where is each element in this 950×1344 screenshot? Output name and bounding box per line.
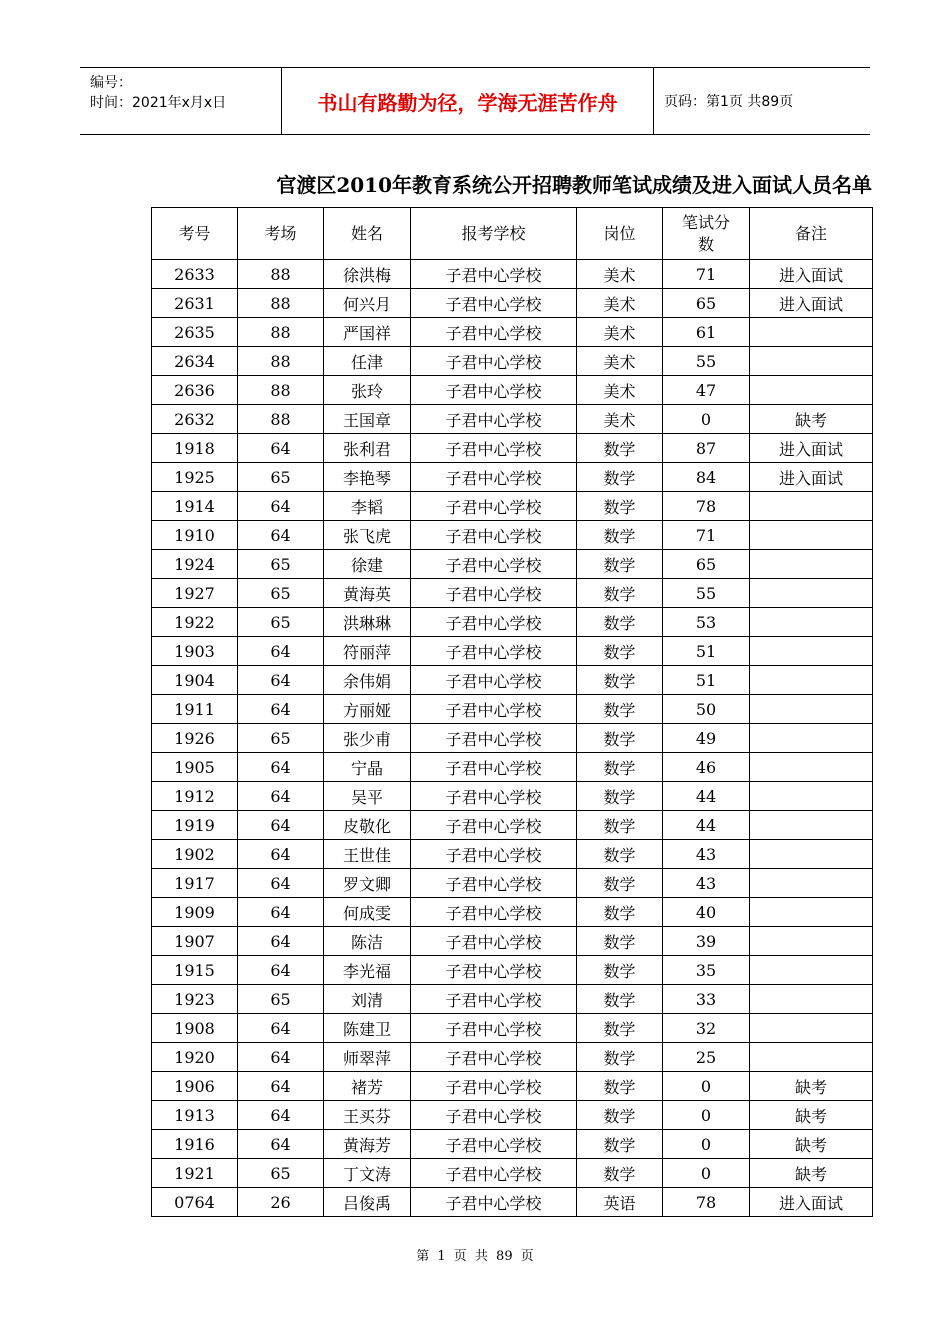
position-cell: 美术: [577, 318, 663, 347]
exam-room-cell: 88: [238, 405, 324, 434]
score-cell: 0: [663, 1101, 750, 1130]
table-header-row: [152, 208, 873, 260]
exam-number-cell: 1906: [152, 1072, 238, 1101]
exam-room-cell: 64: [238, 1014, 324, 1043]
exam-room-cell: 64: [238, 811, 324, 840]
exam-room-cell: 65: [238, 1159, 324, 1188]
school-cell: 子君中心学校: [411, 840, 577, 869]
document-date: 时间：2021年x月x日: [90, 95, 227, 111]
school-cell: 子君中心学校: [411, 1130, 577, 1159]
school-cell: 子君中心学校: [411, 608, 577, 637]
column-header-school: 报考学校: [411, 208, 577, 260]
exam-number-cell: 1918: [152, 434, 238, 463]
table-row: [152, 260, 873, 289]
remark-cell: [750, 376, 873, 405]
position-cell: 数学: [577, 956, 663, 985]
position-cell: 数学: [577, 666, 663, 695]
table-row: [152, 782, 873, 811]
position-cell: 数学: [577, 492, 663, 521]
score-cell: 43: [663, 840, 750, 869]
remark-cell: 缺考: [750, 1159, 873, 1188]
school-cell: 子君中心学校: [411, 1014, 577, 1043]
remark-cell: 进入面试: [750, 289, 873, 318]
score-cell: 47: [663, 376, 750, 405]
table-row: [152, 811, 873, 840]
remark-cell: [750, 666, 873, 695]
position-cell: 美术: [577, 289, 663, 318]
school-cell: 子君中心学校: [411, 869, 577, 898]
position-cell: 数学: [577, 724, 663, 753]
name-cell: 丁文涛: [324, 1159, 411, 1188]
score-cell: 53: [663, 608, 750, 637]
remark-cell: [750, 985, 873, 1014]
exam-room-cell: 26: [238, 1188, 324, 1217]
position-cell: 数学: [577, 1043, 663, 1072]
table-row: [152, 463, 873, 492]
table-row: [152, 608, 873, 637]
remark-cell: [750, 840, 873, 869]
remark-cell: [750, 724, 873, 753]
score-cell: 55: [663, 347, 750, 376]
remark-cell: [750, 608, 873, 637]
name-cell: 李艳琴: [324, 463, 411, 492]
remark-cell: 缺考: [750, 1130, 873, 1159]
school-cell: 子君中心学校: [411, 434, 577, 463]
remark-cell: 缺考: [750, 1101, 873, 1130]
school-cell: 子君中心学校: [411, 695, 577, 724]
name-cell: 洪琳琳: [324, 608, 411, 637]
exam-number-cell: 1925: [152, 463, 238, 492]
exam-number-cell: 1919: [152, 811, 238, 840]
name-cell: 陈洁: [324, 927, 411, 956]
position-cell: 数学: [577, 753, 663, 782]
exam-number-cell: 1926: [152, 724, 238, 753]
table-row: [152, 898, 873, 927]
exam-room-cell: 64: [238, 1101, 324, 1130]
name-cell: 何兴月: [324, 289, 411, 318]
position-cell: 数学: [577, 579, 663, 608]
remark-cell: 进入面试: [750, 434, 873, 463]
exam-number-cell: 1909: [152, 898, 238, 927]
score-cell: 0: [663, 405, 750, 434]
exam-number-cell: 1914: [152, 492, 238, 521]
table-row: [152, 1159, 873, 1188]
table-row: [152, 985, 873, 1014]
name-cell: 何成雯: [324, 898, 411, 927]
position-cell: 数学: [577, 782, 663, 811]
exam-room-cell: 64: [238, 434, 324, 463]
name-cell: 褚芳: [324, 1072, 411, 1101]
position-cell: 数学: [577, 695, 663, 724]
document-title: 官渡区2010年教育系统公开招聘教师笔试成绩及进入面试人员名单: [276, 173, 872, 197]
score-cell: 87: [663, 434, 750, 463]
exam-number-cell: 2633: [152, 260, 238, 289]
remark-cell: [750, 695, 873, 724]
name-cell: 吕俊禹: [324, 1188, 411, 1217]
column-header-name: 姓名: [324, 208, 411, 260]
name-cell: 张少甫: [324, 724, 411, 753]
remark-cell: [750, 782, 873, 811]
remark-cell: [750, 811, 873, 840]
exam-number-cell: 1916: [152, 1130, 238, 1159]
position-cell: 数学: [577, 898, 663, 927]
score-cell: 50: [663, 695, 750, 724]
exam-room-cell: 64: [238, 956, 324, 985]
remark-cell: [750, 1043, 873, 1072]
remark-cell: [750, 521, 873, 550]
table-row: [152, 376, 873, 405]
exam-room-cell: 64: [238, 492, 324, 521]
score-cell: 39: [663, 927, 750, 956]
school-cell: 子君中心学校: [411, 347, 577, 376]
table-row: [152, 695, 873, 724]
position-cell: 数学: [577, 637, 663, 666]
position-cell: 数学: [577, 463, 663, 492]
school-cell: 子君中心学校: [411, 956, 577, 985]
exam-room-cell: 64: [238, 782, 324, 811]
name-cell: 徐建: [324, 550, 411, 579]
remark-cell: [750, 927, 873, 956]
name-cell: 刘清: [324, 985, 411, 1014]
name-cell: 王世佳: [324, 840, 411, 869]
exam-room-cell: 88: [238, 347, 324, 376]
exam-number-cell: 1902: [152, 840, 238, 869]
exam-room-cell: 64: [238, 898, 324, 927]
remark-cell: [750, 956, 873, 985]
table-row: [152, 521, 873, 550]
score-cell: 55: [663, 579, 750, 608]
remark-cell: [750, 753, 873, 782]
position-cell: 数学: [577, 927, 663, 956]
score-cell: 51: [663, 666, 750, 695]
table-row: [152, 1043, 873, 1072]
table-row: [152, 956, 873, 985]
exam-room-cell: 64: [238, 1130, 324, 1159]
table-row: [152, 405, 873, 434]
position-cell: 数学: [577, 1159, 663, 1188]
table-row: [152, 579, 873, 608]
score-cell: 32: [663, 1014, 750, 1043]
position-cell: 英语: [577, 1188, 663, 1217]
exam-number-cell: 1905: [152, 753, 238, 782]
score-cell: 61: [663, 318, 750, 347]
school-cell: 子君中心学校: [411, 376, 577, 405]
exam-number-cell: 2631: [152, 289, 238, 318]
school-cell: 子君中心学校: [411, 782, 577, 811]
scores-table: [151, 207, 873, 1217]
score-cell: 25: [663, 1043, 750, 1072]
position-cell: 数学: [577, 608, 663, 637]
position-cell: 美术: [577, 347, 663, 376]
score-cell: 71: [663, 260, 750, 289]
score-cell: 0: [663, 1130, 750, 1159]
position-cell: 数学: [577, 550, 663, 579]
page-header: [80, 67, 870, 135]
remark-cell: [750, 318, 873, 347]
school-cell: 子君中心学校: [411, 753, 577, 782]
score-cell: 51: [663, 637, 750, 666]
table-row: [152, 1014, 873, 1043]
exam-room-cell: 65: [238, 550, 324, 579]
exam-room-cell: 64: [238, 753, 324, 782]
remark-cell: 进入面试: [750, 463, 873, 492]
name-cell: 张玲: [324, 376, 411, 405]
remark-cell: [750, 347, 873, 376]
remark-cell: [750, 637, 873, 666]
name-cell: 师翠萍: [324, 1043, 411, 1072]
name-cell: 李韬: [324, 492, 411, 521]
school-cell: 子君中心学校: [411, 666, 577, 695]
score-cell: 78: [663, 1188, 750, 1217]
name-cell: 陈建卫: [324, 1014, 411, 1043]
school-cell: 子君中心学校: [411, 521, 577, 550]
exam-room-cell: 64: [238, 521, 324, 550]
remark-cell: [750, 898, 873, 927]
remark-cell: 进入面试: [750, 260, 873, 289]
table-row: [152, 1072, 873, 1101]
position-cell: 美术: [577, 260, 663, 289]
position-cell: 数学: [577, 1072, 663, 1101]
name-cell: 张利君: [324, 434, 411, 463]
exam-number-cell: 1920: [152, 1043, 238, 1072]
name-cell: 徐洪梅: [324, 260, 411, 289]
school-cell: 子君中心学校: [411, 405, 577, 434]
name-cell: 黄海芳: [324, 1130, 411, 1159]
score-cell: 65: [663, 550, 750, 579]
remark-cell: 缺考: [750, 405, 873, 434]
name-cell: 李光福: [324, 956, 411, 985]
exam-room-cell: 64: [238, 927, 324, 956]
table-row: [152, 869, 873, 898]
table-row: [152, 724, 873, 753]
header-meta: [80, 68, 282, 134]
school-cell: 子君中心学校: [411, 1188, 577, 1217]
school-cell: 子君中心学校: [411, 1072, 577, 1101]
school-cell: 子君中心学校: [411, 550, 577, 579]
name-cell: 黄海英: [324, 579, 411, 608]
column-header-score-label: 笔试分数: [681, 212, 730, 254]
table-row: [152, 434, 873, 463]
position-cell: 数学: [577, 1101, 663, 1130]
remark-cell: [750, 579, 873, 608]
position-cell: 数学: [577, 521, 663, 550]
exam-number-cell: 2632: [152, 405, 238, 434]
exam-number-cell: 1921: [152, 1159, 238, 1188]
position-cell: 数学: [577, 1130, 663, 1159]
name-cell: 皮敬化: [324, 811, 411, 840]
name-cell: 方丽娅: [324, 695, 411, 724]
exam-number-cell: 1915: [152, 956, 238, 985]
exam-room-cell: 65: [238, 608, 324, 637]
score-cell: 71: [663, 521, 750, 550]
exam-room-cell: 65: [238, 463, 324, 492]
table-row: [152, 492, 873, 521]
position-cell: 数学: [577, 434, 663, 463]
column-header-remark: 备注: [750, 208, 873, 260]
remark-cell: [750, 550, 873, 579]
position-cell: 数学: [577, 985, 663, 1014]
exam-room-cell: 64: [238, 869, 324, 898]
score-cell: 43: [663, 869, 750, 898]
exam-room-cell: 88: [238, 289, 324, 318]
exam-number-cell: 1924: [152, 550, 238, 579]
school-cell: 子君中心学校: [411, 260, 577, 289]
score-cell: 44: [663, 782, 750, 811]
column-header-position: 岗位: [577, 208, 663, 260]
exam-number-cell: 2635: [152, 318, 238, 347]
exam-room-cell: 64: [238, 1043, 324, 1072]
header-motto: 书山有路勤为径，学海无涯苦作舟: [282, 68, 654, 134]
school-cell: 子君中心学校: [411, 318, 577, 347]
table-row: [152, 753, 873, 782]
table-row: [152, 347, 873, 376]
table-row: [152, 289, 873, 318]
school-cell: 子君中心学校: [411, 463, 577, 492]
name-cell: 吴平: [324, 782, 411, 811]
school-cell: 子君中心学校: [411, 1101, 577, 1130]
column-header-score: [663, 208, 750, 260]
position-cell: 数学: [577, 1014, 663, 1043]
name-cell: 余伟娟: [324, 666, 411, 695]
school-cell: 子君中心学校: [411, 1043, 577, 1072]
table-row: [152, 840, 873, 869]
exam-number-cell: 1903: [152, 637, 238, 666]
exam-number-cell: 1911: [152, 695, 238, 724]
exam-room-cell: 64: [238, 840, 324, 869]
exam-number-cell: 1913: [152, 1101, 238, 1130]
header-page-number: 页码：第1页 共89页: [664, 94, 794, 110]
school-cell: 子君中心学校: [411, 579, 577, 608]
position-cell: 数学: [577, 840, 663, 869]
school-cell: 子君中心学校: [411, 289, 577, 318]
score-cell: 46: [663, 753, 750, 782]
exam-number-cell: 1923: [152, 985, 238, 1014]
position-cell: 美术: [577, 405, 663, 434]
remark-cell: 缺考: [750, 1072, 873, 1101]
position-cell: 美术: [577, 376, 663, 405]
table-row: [152, 318, 873, 347]
name-cell: 宁晶: [324, 753, 411, 782]
exam-room-cell: 65: [238, 985, 324, 1014]
remark-cell: [750, 1014, 873, 1043]
column-header-exam-room: 考场: [238, 208, 324, 260]
name-cell: 任津: [324, 347, 411, 376]
score-cell: 44: [663, 811, 750, 840]
document-number: 编号：: [90, 75, 132, 91]
exam-room-cell: 64: [238, 1072, 324, 1101]
exam-number-cell: 0764: [152, 1188, 238, 1217]
school-cell: 子君中心学校: [411, 637, 577, 666]
table-row: [152, 1130, 873, 1159]
exam-number-cell: 1917: [152, 869, 238, 898]
table-row: [152, 927, 873, 956]
exam-number-cell: 1927: [152, 579, 238, 608]
exam-room-cell: 64: [238, 637, 324, 666]
exam-number-cell: 1912: [152, 782, 238, 811]
exam-room-cell: 64: [238, 695, 324, 724]
table-row: [152, 637, 873, 666]
name-cell: 罗文卿: [324, 869, 411, 898]
school-cell: 子君中心学校: [411, 898, 577, 927]
remark-cell: 进入面试: [750, 1188, 873, 1217]
school-cell: 子君中心学校: [411, 985, 577, 1014]
name-cell: 王国章: [324, 405, 411, 434]
exam-room-cell: 64: [238, 666, 324, 695]
name-cell: 王买芬: [324, 1101, 411, 1130]
school-cell: 子君中心学校: [411, 811, 577, 840]
exam-number-cell: 1908: [152, 1014, 238, 1043]
score-cell: 84: [663, 463, 750, 492]
remark-cell: [750, 492, 873, 521]
position-cell: 数学: [577, 811, 663, 840]
exam-room-cell: 65: [238, 724, 324, 753]
score-cell: 0: [663, 1072, 750, 1101]
name-cell: 张飞虎: [324, 521, 411, 550]
name-cell: 严国祥: [324, 318, 411, 347]
school-cell: 子君中心学校: [411, 492, 577, 521]
school-cell: 子君中心学校: [411, 724, 577, 753]
remark-cell: [750, 869, 873, 898]
table-row: [152, 666, 873, 695]
exam-number-cell: 2636: [152, 376, 238, 405]
exam-room-cell: 88: [238, 376, 324, 405]
score-cell: 40: [663, 898, 750, 927]
exam-number-cell: 1907: [152, 927, 238, 956]
exam-room-cell: 88: [238, 260, 324, 289]
position-cell: 数学: [577, 869, 663, 898]
exam-room-cell: 88: [238, 318, 324, 347]
exam-number-cell: 1904: [152, 666, 238, 695]
exam-room-cell: 65: [238, 579, 324, 608]
school-cell: 子君中心学校: [411, 927, 577, 956]
column-header-exam-number: 考号: [152, 208, 238, 260]
score-cell: 65: [663, 289, 750, 318]
table-body: [152, 260, 873, 1217]
score-cell: 33: [663, 985, 750, 1014]
exam-number-cell: 1922: [152, 608, 238, 637]
exam-number-cell: 1910: [152, 521, 238, 550]
name-cell: 符丽萍: [324, 637, 411, 666]
exam-number-cell: 2634: [152, 347, 238, 376]
score-cell: 49: [663, 724, 750, 753]
table-row: [152, 550, 873, 579]
school-cell: 子君中心学校: [411, 1159, 577, 1188]
score-cell: 35: [663, 956, 750, 985]
score-cell: 78: [663, 492, 750, 521]
score-cell: 0: [663, 1159, 750, 1188]
page-footer: 第 1 页 共 89 页: [416, 1249, 534, 1264]
table-row: [152, 1188, 873, 1217]
table-row: [152, 1101, 873, 1130]
